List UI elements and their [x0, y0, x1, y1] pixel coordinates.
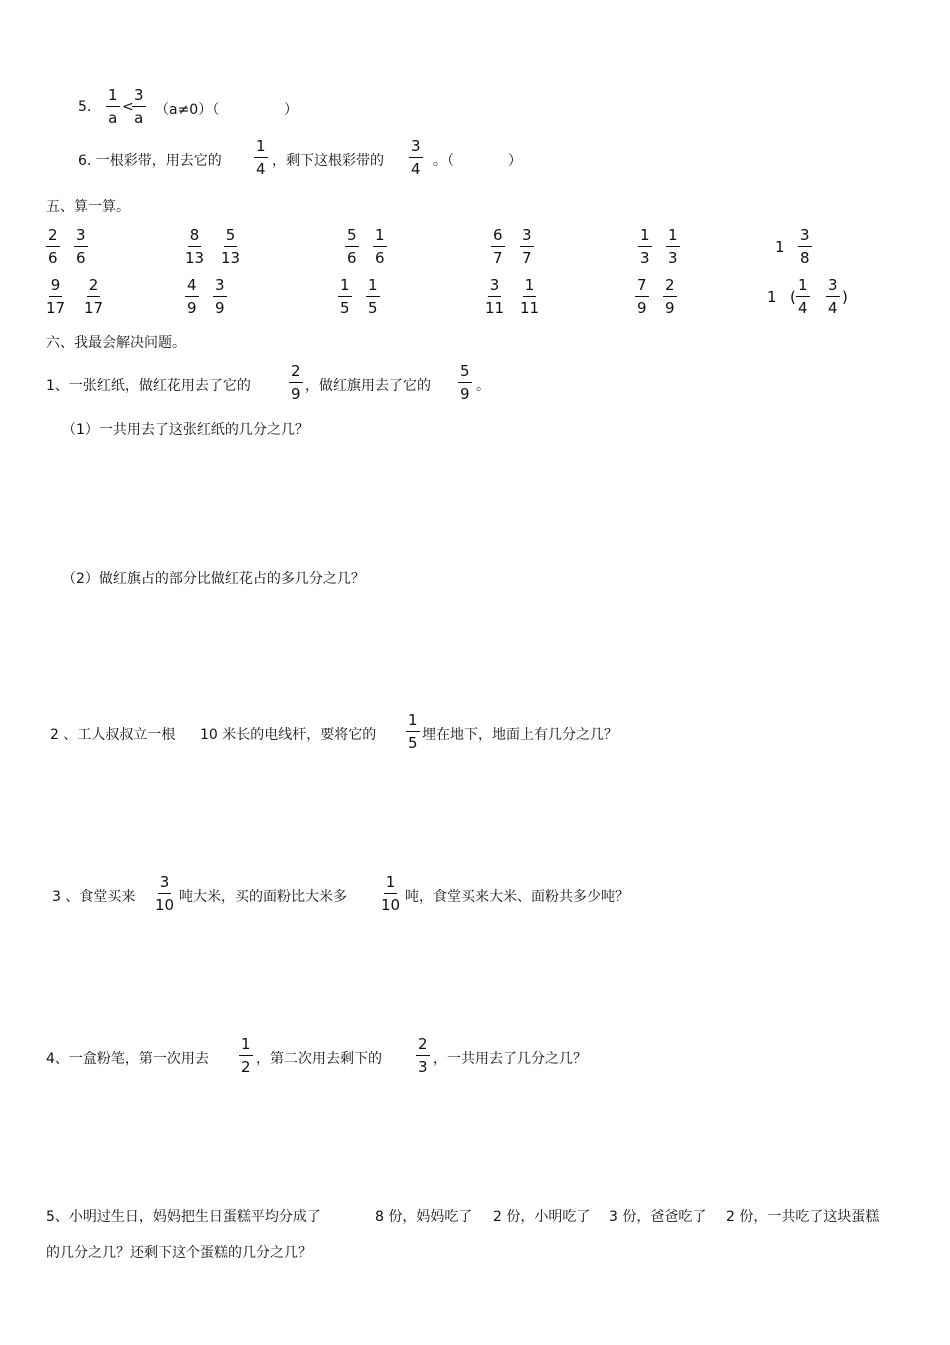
- calc-r2-c5-a: $\frac{7}{9}$: [637, 276, 647, 317]
- q5-fraction-1: $\frac{1}{a}$: [108, 86, 118, 127]
- problem-5-text-e: 2 份，一共吃了这块蛋糕: [726, 1209, 880, 1225]
- problem-1-text: 1、一张红纸，做红花用去了它的: [46, 378, 251, 394]
- problem-1-sub-1: （1）一共用去了这张红纸的几分之几？: [62, 422, 309, 438]
- problem-4-text-end: ，一共用去了几分之几？: [433, 1051, 587, 1067]
- problem-1-fraction-2: $\frac{5}{9}$: [460, 362, 470, 403]
- calc-r2-c4-a: $\frac{3}{11}$: [485, 276, 505, 317]
- calc-r2-c2-a: $\frac{4}{9}$: [187, 276, 197, 317]
- calc-r1-c4-b: $\frac{3}{7}$: [522, 226, 532, 267]
- q5-operator: <: [122, 99, 134, 115]
- problem-4-text-mid: ，第二次用去剩下的: [256, 1051, 382, 1067]
- calc-r1-c1-a: $\frac{2}{6}$: [48, 226, 58, 267]
- problem-5-text-line2: 的几分之几？还剩下这个蛋糕的几分之几？: [46, 1245, 312, 1261]
- calc-r1-c6-whole: 1: [775, 238, 785, 256]
- calc-r2-c6-whole: 1: [767, 288, 777, 306]
- q6-text: 6. 一根彩带，用去它的: [78, 153, 222, 169]
- problem-2-text-end: 埋在地下，地面上有几分之几？: [422, 727, 618, 743]
- q6-fraction-1: $\frac{1}{4}$: [256, 137, 266, 178]
- problem-3-fraction-2: $\frac{1}{10}$: [381, 873, 401, 914]
- calc-r1-c2-a: $\frac{8}{13}$: [185, 226, 205, 267]
- problem-5-text-b: 8 份，妈妈吃了: [375, 1209, 473, 1225]
- calc-r1-c4-a: $\frac{6}{7}$: [493, 226, 503, 267]
- calc-r1-c1-b: $\frac{3}{6}$: [76, 226, 86, 267]
- calc-r2-c3-b: $\frac{1}{5}$: [368, 276, 378, 317]
- calc-r2-c6-b: $\frac{3}{4}$: [828, 276, 838, 317]
- calc-r2-c3-a: $\frac{1}{5}$: [340, 276, 350, 317]
- q6-end: 。（: [433, 153, 454, 169]
- problem-1-sub-2: （2）做红旗占的部分比做红花占的多几分之几？: [62, 571, 365, 587]
- q5-fraction-2: $\frac{3}{a}$: [134, 86, 144, 127]
- problem-5-text-d: 3 份，爸爸吃了: [609, 1209, 707, 1225]
- calc-r1-c3-b: $\frac{1}{6}$: [375, 226, 385, 267]
- calc-r2-c2-b: $\frac{3}{9}$: [215, 276, 225, 317]
- calc-r1-c3-a: $\frac{5}{6}$: [347, 226, 357, 267]
- q5-condition: （a≠0）（: [155, 102, 220, 118]
- section-6-title: 六、我最会解决问题。: [46, 335, 186, 351]
- calc-r1-c5-b: $\frac{1}{3}$: [668, 226, 678, 267]
- calc-r2-c4-b: $\frac{1}{11}$: [520, 276, 540, 317]
- problem-4-text: 4、一盒粉笔，第一次用去: [46, 1051, 209, 1067]
- problem-3-text: 3 、食堂买来: [52, 889, 136, 905]
- problem-1-fraction-1: $\frac{2}{9}$: [291, 362, 301, 403]
- calc-r1-c6-b: $\frac{3}{8}$: [800, 226, 810, 267]
- q5-answer-close: ）: [284, 102, 298, 118]
- calc-r2-c1-a: $\frac{9}{17}$: [46, 276, 66, 317]
- problem-3-text-end: 吨，食堂买来大米、面粉共多少吨？: [405, 889, 629, 905]
- calc-r2-c1-b: $\frac{2}{17}$: [84, 276, 104, 317]
- q5-label: 5.: [78, 99, 92, 115]
- calc-r1-c2-b: $\frac{5}{13}$: [221, 226, 241, 267]
- problem-4-fraction-1: $\frac{1}{2}$: [241, 1035, 251, 1076]
- problem-5-text: 5、小明过生日，妈妈把生日蛋糕平均分成了: [46, 1209, 321, 1225]
- calc-r2-c6-close-paren: ): [842, 288, 848, 306]
- section-5-title: 五、算一算。: [46, 199, 130, 215]
- calc-r1-c5-a: $\frac{1}{3}$: [640, 226, 650, 267]
- problem-1-text-mid: ，做红旗用去了它的: [305, 378, 431, 394]
- calc-r2-c6-open-paren: (: [790, 288, 796, 306]
- problem-1-text-end: 。: [476, 378, 490, 394]
- problem-5-text-c: 2 份，小明吃了: [493, 1209, 591, 1225]
- q6-text-mid: ，剩下这根彩带的: [272, 153, 384, 169]
- problem-2-text: 2 、工人叔叔立一根: [50, 727, 176, 743]
- problem-3-fraction-1: $\frac{3}{10}$: [155, 873, 175, 914]
- q6-fraction-2: $\frac{3}{4}$: [411, 137, 421, 178]
- calc-r2-c6-a: $\frac{1}{4}$: [798, 276, 808, 317]
- problem-2-fraction: $\frac{1}{5}$: [408, 711, 418, 752]
- problem-4-fraction-2: $\frac{2}{3}$: [418, 1035, 428, 1076]
- problem-3-text-mid: 吨大米，买的面粉比大米多: [179, 889, 347, 905]
- q6-answer-close: ）: [508, 153, 522, 169]
- calc-r2-c5-b: $\frac{2}{9}$: [665, 276, 675, 317]
- problem-2-text-b: 10 米长的电线杆，要将它的: [200, 727, 377, 743]
